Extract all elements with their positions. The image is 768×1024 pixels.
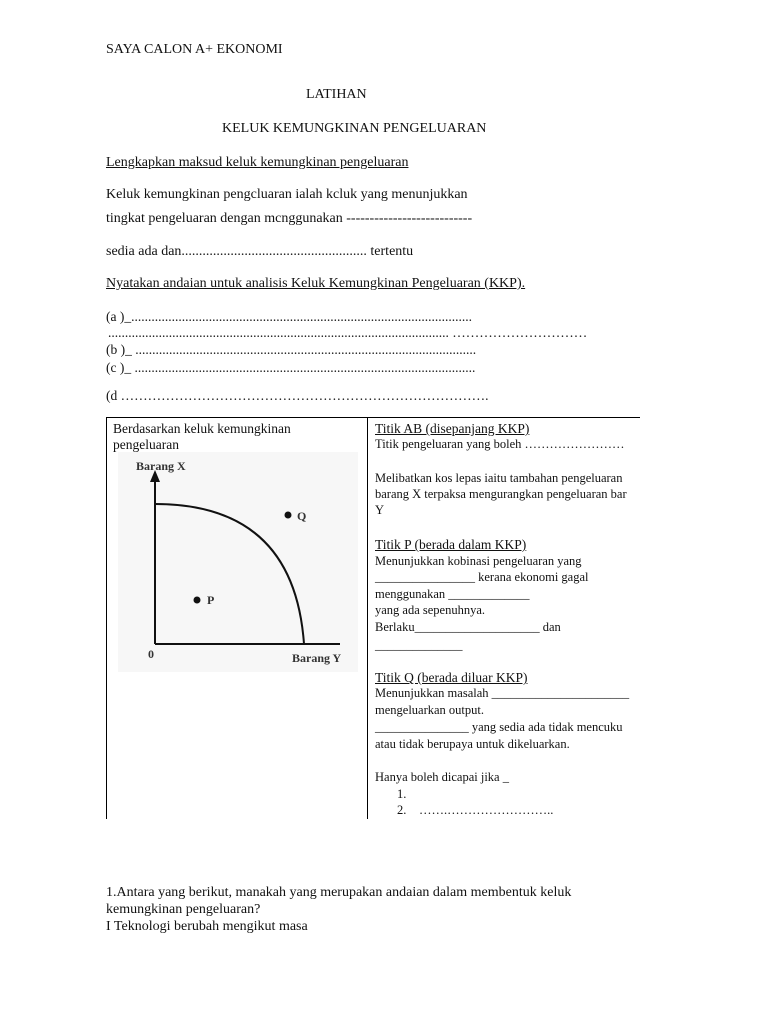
q-line4: atau tidak berupaya untuk dikeluarkan. [375,737,570,751]
graph-caption-line1: Berdasarkan keluk kemungkinan [113,421,291,436]
answer-a-continued: ..................................................................................................... ………………………… [108,325,588,340]
p-line3: menggunakan _____________ [375,587,530,601]
mcq-question-line2: kemungkinan pengeluaran? [106,902,261,917]
ab-line2: Melibatkan kos lepas iaitu tambahan pengeluaran [375,471,623,485]
answer-b: (b )_ ..................................................................................................... [106,342,477,357]
point-p-label: P [207,593,215,607]
q-line2: mengeluarkan output. [375,703,484,717]
q1-heading: Lengkapkan maksud keluk kemungkinan pengeluaran [106,155,409,170]
p-line4: yang ada sepenuhnya. [375,603,486,617]
q2-heading: Nyatakan andaian untuk analisis Keluk Kemungkinan Pengeluaran (KKP). [106,276,526,291]
list-item-2-number: 2. [397,803,407,817]
q-heading: Titik Q (berada diluar KKP) [375,670,528,685]
ab-heading: Titik AB (disepanjang KKP) [375,421,530,436]
q1-line1: Keluk kemungkinan pengcluaran ialah kcluk yang menunjukkan [106,187,468,202]
mcq-option-1: I Teknologi berubah mengikut masa [106,919,308,934]
mcq-question-line1: 1.Antara yang berikut, manakah yang merupakan andaian dalam membentuk keluk [106,885,572,900]
p-line1: Menunjukkan kobinasi pengeluaran yang [375,554,582,568]
q-line1: Menunjukkan masalah ______________________ [375,686,630,700]
table-top-border [106,417,640,418]
page-title: LATIHAN [306,87,367,102]
graph-caption-line2: pengeluaran [113,437,179,452]
table-left-border [106,417,107,819]
ab-line4: Y [375,503,385,517]
q-line5: Hanya boleh dicapai jika _ [375,770,509,784]
p-heading: Titik P (berada dalam KKP) [375,537,527,552]
answer-d: (d ………………………………………………………………………. [106,388,489,403]
point-p-dot [194,597,201,604]
table-column-divider [367,417,368,819]
p-line6: ______________ [375,638,463,652]
q-line3: _______________ yang sedia ada tidak mencuku [375,720,623,734]
q1-line2: tingkat pengeluaran dengan mcnggunakan --------------------------- [106,211,473,226]
answer-a: (a )_..................................................................................................... [106,309,472,324]
answer-c: (c )_ ..................................................................................................... [106,360,476,375]
x-axis-label: Barang Y [292,651,342,665]
origin-label: 0 [148,647,154,661]
q1-line3: sedia ada dan..................................................... tertentu [106,244,414,259]
y-axis-label: Barang X [136,459,186,473]
point-q-dot [285,512,292,519]
list-item-1-number: 1. [397,787,407,801]
ppc-graph [118,452,358,672]
page-subtitle: KELUK KEMUNGKINAN PENGELUARAN [222,121,487,136]
document-header: SAYA CALON A+ EKONOMI [106,42,283,57]
list-item-2-text: …….…………………….. [419,803,554,817]
p-line5: Berlaku____________________ dan [375,620,561,634]
point-q-label: Q [297,509,307,523]
p-line2: ________________ kerana ekonomi gagal [375,570,589,584]
ab-line3: barang X terpaksa mengurangkan pengeluaran bar [375,487,627,501]
ab-line1: Titik pengeluaran yang boleh …………………… [375,437,625,451]
